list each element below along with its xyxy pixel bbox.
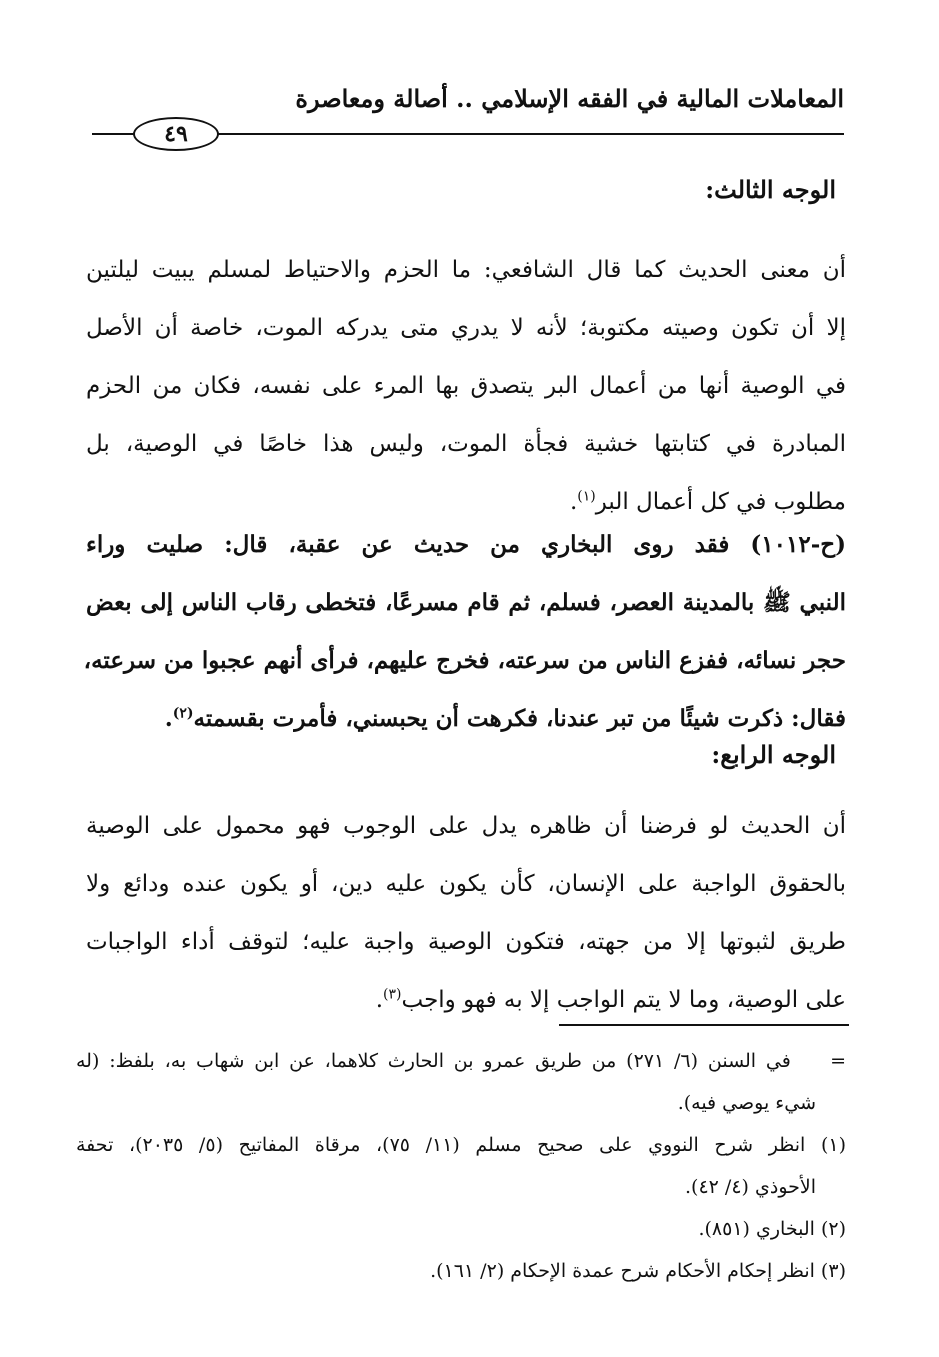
paragraph-line: إلا أن تكون وصيته مكتوبة؛ لأنه لا يدري متى يدركه الموت، خاصة أن الأصل — [86, 315, 846, 341]
footnote-line: (٢) البخاري (٨٥١). — [698, 1218, 846, 1240]
paragraph-line: في الوصية أنها من أعمال البر يتصدق بها المرء على نفسه، فكان من الحزم — [86, 373, 846, 399]
section-heading-fourth: الوجه الرابع: — [711, 740, 836, 769]
footnote-1 — [76, 1124, 846, 1208]
footnote-text: في السنن (٦/ ٢٧١) من طريق عمرو بن الحارث كلاهما، عن ابن شهاب به، بلفظ: (له — [76, 1050, 791, 1072]
paragraph-line: على الوصية، وما لا يتم الواجب إلا به فهو واجب$^{(٣)}$. — [375, 986, 846, 1013]
footnote-marker: (٣) — [383, 986, 402, 1003]
footnote-2 — [76, 1208, 846, 1250]
footnotes — [76, 1040, 846, 1292]
footnote-marker: (٢) — [172, 705, 194, 722]
paragraph-line: بالحقوق الواجبة على الإنسان، كأن يكون عليه دين، أو يكون عنده ودائع ولا — [86, 871, 846, 897]
footnote-line: شيء يوصي فيه). — [677, 1092, 816, 1114]
running-header-title: المعاملات المالية في الفقه الإسلامي .. أصالة ومعاصرة — [295, 84, 844, 113]
paragraph-line: المبادرة في كتابتها خشية فجأة الموت، وليس هذا خاصًا في الوصية، بل — [86, 431, 846, 457]
paragraph-line: أن الحديث لو فرضنا أن ظاهره يدل على الوجوب فهو محمول على الوصية — [86, 813, 846, 839]
hadith-line: (ح-١٠١٢) فقد روى البخاري من حديث عن عقبة، قال: صليت وراء — [86, 531, 846, 558]
hadith-line: النبي ﷺ بالمدينة العصر، فسلم، ثم قام مسرعًا، فتخطى رقاب الناس إلى بعض — [86, 589, 846, 616]
paragraph-line: طريق لثبوتها إلا من جهته، فتكون الوصية واجبة عليه؛ لتوقف أداء الواجبات — [86, 929, 846, 955]
hadith-line: حجر نسائه، ففزع الناس من سرعته، فخرج عليهم، فرأى أنهم عجبوا من سرعته، — [83, 647, 846, 674]
footnote-line: (٣) انظر إحكام الأحكام شرح عمدة الإحكام (٢/ ١٦١). — [430, 1260, 846, 1282]
paragraph-fourth — [86, 797, 846, 1029]
footnote-line: الأحوذي (٤/ ٤٢). — [684, 1176, 816, 1198]
hadith-line-text: فقال: ذكرت شيئًا من تبر عندنا، فكرهت أن يحبسني، فأمرت بقسمته — [193, 705, 846, 732]
paragraph-line-text: مطلوب في كل أعمال البر — [595, 489, 846, 515]
footnote-separator — [559, 1024, 849, 1026]
page-number-badge: ٤٩ — [133, 117, 219, 151]
paragraph-third — [86, 241, 846, 531]
footnote-marker: (١) — [577, 488, 596, 505]
hadith-line: فقال: ذكرت شيئًا من تبر عندنا، فكرهت أن يحبسني، فأمرت بقسمته$^{(٢)}$. — [164, 705, 846, 732]
section-heading-third: الوجه الثالث: — [705, 175, 836, 204]
footnote-continued — [76, 1040, 846, 1124]
paragraph-line-text: على الوصية، وما لا يتم الواجب إلا به فهو واجب — [401, 987, 846, 1013]
footnote-line — [76, 1040, 846, 1082]
footnote-line: (١) انظر شرح النووي على صحيح مسلم (١١/ ٧٥)، مرقاة المفاتيح (٥/ ٢٠٣٥)، تحفة — [76, 1134, 846, 1156]
hadith-paragraph — [83, 516, 846, 748]
paragraph-line: مطلوب في كل أعمال البر$^{(١)}$. — [569, 488, 846, 515]
continued-marker: = — [830, 1050, 846, 1072]
paragraph-line: أن معنى الحديث كما قال الشافعي: ما الحزم والاحتياط لمسلم يبيت ليلتين — [86, 257, 846, 283]
footnote-3 — [76, 1250, 846, 1292]
